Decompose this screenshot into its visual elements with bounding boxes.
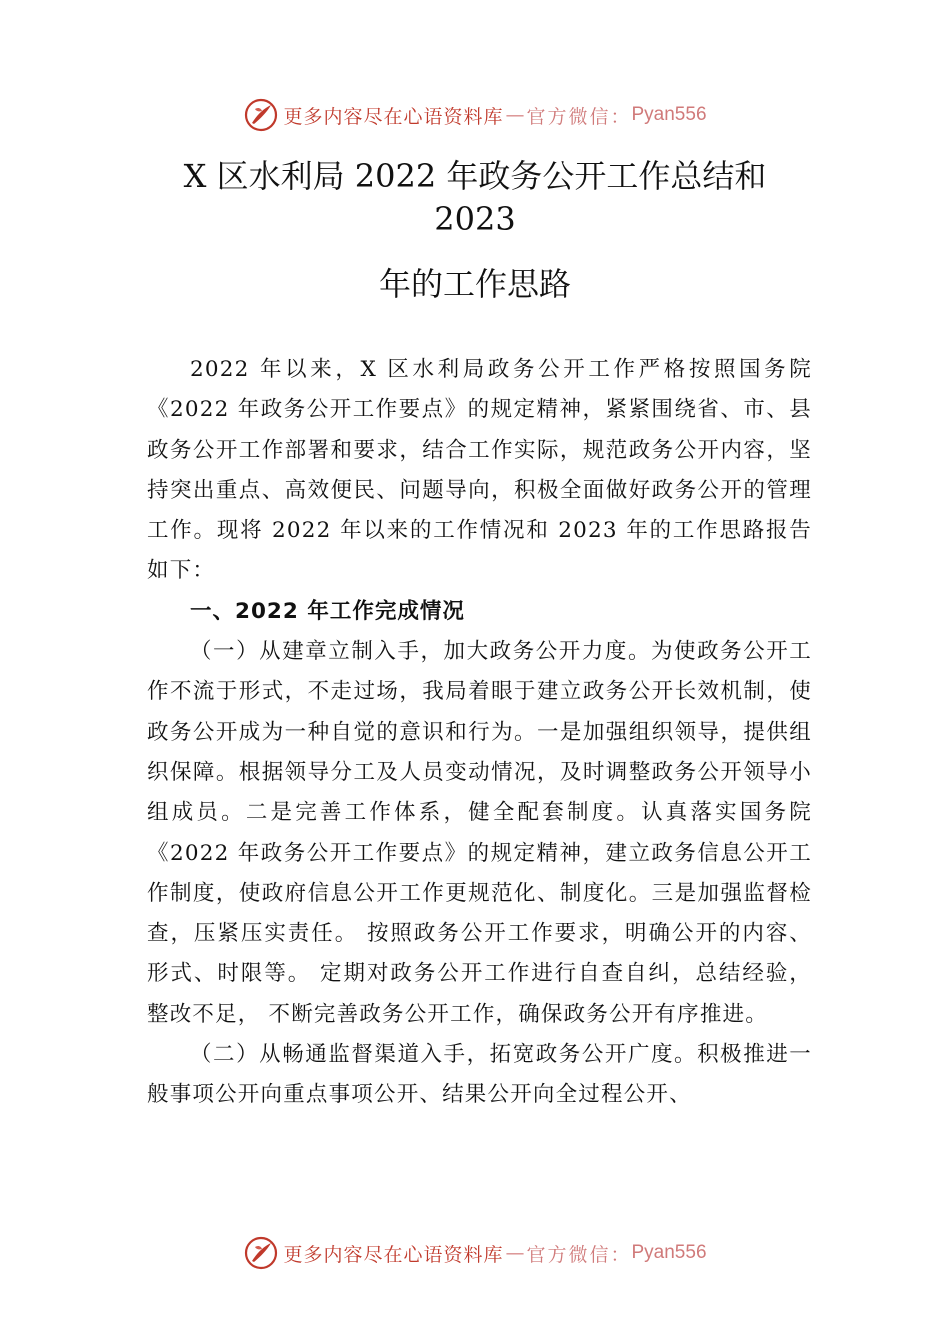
paragraph-2: （二）从畅通监督渠道入手，拓宽政务公开广度。积极推进一般事项公开向重点事项公开、结果公开向全过程公开、 [147, 1042, 812, 1108]
watermark-banner-bottom [0, 1233, 950, 1273]
watermark-wechat-id: Pyan556 [631, 104, 707, 125]
pen-leaf-logo-icon [243, 1235, 279, 1271]
watermark-wechat-label: 官方微信： [526, 1243, 632, 1266]
watermark-separator: — [505, 104, 525, 126]
document-title-line-1: X 区水利局 2022 年政务公开工作总结和 [183, 157, 767, 195]
watermark-separator: — [505, 1242, 525, 1264]
watermark-text: 更多内容尽在心语资料库 [283, 105, 504, 128]
pen-leaf-logo-icon [243, 97, 279, 133]
watermark-wechat-id: Pyan556 [631, 1242, 707, 1263]
document-body [147, 350, 812, 1116]
watermark-text: 更多内容尽在心语资料库 [283, 1243, 504, 1266]
intro-paragraph: 2022 年以来，X 区水利局政务公开工作严格按照国务院《2022 年政务公开工作要点》的规定精神，紧紧围绕省、市、县政务公开工作部署和要求，结合工作实际，规范政务公开内容，坚持突出重点、高效便民、问题导向，积极全面做好政务公开的管理工作。现将 2022 年以来的工作情况和 2023 年的工作思路报告如下： [147, 357, 812, 584]
document-title-line-2: 2023 [434, 200, 516, 238]
watermark-wechat-label: 官方微信： [526, 105, 632, 128]
paragraph-1: （一）从建章立制入手，加大政务公开力度。为使政务公开工作不流于形式，不走过场，我局着眼于建立政务公开长效机制，使政务公开成为一种自觉的意识和行为。一是加强组织领导，提供组织保障。根据领导分工及人员变动情况，及时调整政务公开领导小组成员。二是完善工作体系，健全配套制度。认真落实国务院《2022 年政务公开工作要点》的规定精神，建立政务信息公开工作制度，使政府信息公开工作更规范化、制度化。三是加强监督检查，压紧压实责任。 按照政务公开工作要求，明确公开的内容、形式、时限等。 定期对政务公开工作进行自查自纠，总结经验，整改不足， 不断完善政务公开工作，确保政务公开有序推进。 [147, 639, 812, 1027]
section-1-heading: 一、2022 年工作完成情况 [190, 598, 465, 624]
document-title-line-3: 年的工作思路 [378, 265, 571, 303]
watermark-banner-top [0, 95, 950, 135]
